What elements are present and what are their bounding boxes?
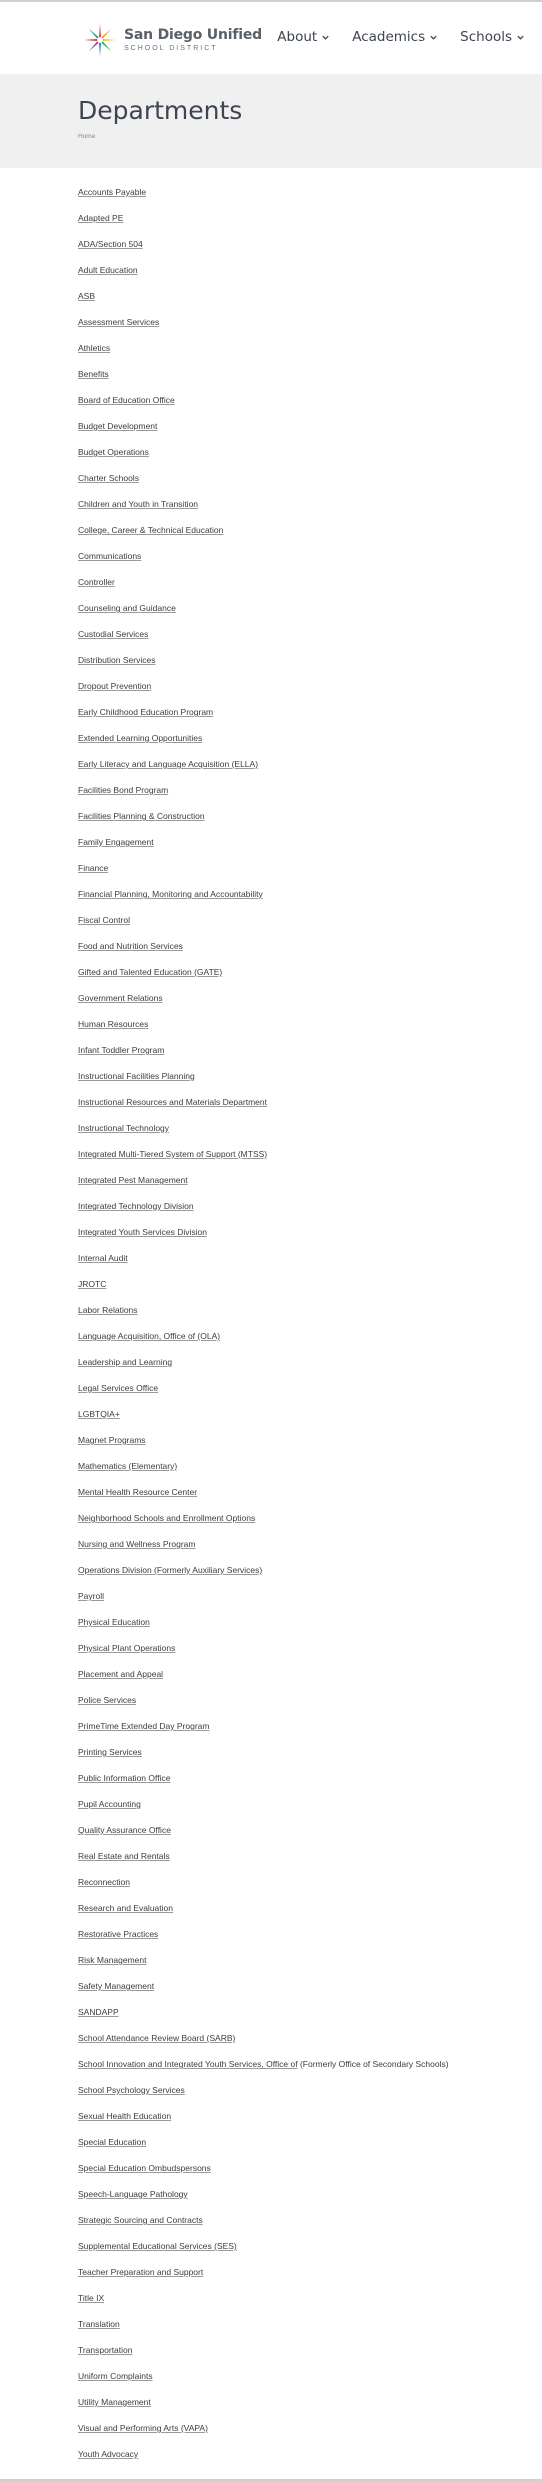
department-link[interactable]: Integrated Technology Division <box>78 1201 194 1211</box>
list-item <box>78 394 449 420</box>
department-link[interactable]: Quality Assurance Office <box>78 1825 171 1835</box>
department-link[interactable]: Early Childhood Education Program <box>78 707 214 717</box>
department-link[interactable]: Family Engagement <box>78 837 154 847</box>
department-link[interactable]: Human Resources <box>78 1019 149 1029</box>
department-link[interactable]: Dropout Prevention <box>78 681 152 691</box>
list-item <box>78 2214 449 2240</box>
nav-schools[interactable] <box>460 29 525 45</box>
list-item <box>78 1668 449 1694</box>
logo-center <box>97 37 103 43</box>
list-item <box>78 706 449 732</box>
department-link[interactable]: Youth Advocacy <box>78 2449 139 2459</box>
list-item <box>78 550 449 576</box>
list-item <box>78 862 449 888</box>
list-item <box>78 212 449 238</box>
department-link[interactable]: Facilities Bond Program <box>78 785 169 795</box>
list-item <box>78 1486 449 1512</box>
list-item <box>78 1018 449 1044</box>
department-link[interactable]: Pupil Accounting <box>78 1799 141 1809</box>
department-link[interactable]: Special Education <box>78 2137 147 2147</box>
department-link[interactable]: Real Estate and Rentals <box>78 1851 170 1861</box>
chevron-down-icon <box>429 33 438 42</box>
department-link[interactable]: Mathematics (Elementary) <box>78 1461 178 1471</box>
department-link[interactable]: Language Acquisition, Office of (OLA) <box>78 1331 221 1341</box>
list-item <box>78 2292 449 2318</box>
department-link[interactable]: Special Education Ombudspersons <box>78 2163 211 2173</box>
list-item <box>78 342 449 368</box>
nav-schools-label: Schools <box>460 29 512 45</box>
department-note: (Formerly Office of Secondary Schools) <box>297 2059 449 2069</box>
department-link[interactable]: Custodial Services <box>78 629 149 639</box>
department-link[interactable]: SANDAPP <box>78 2007 119 2017</box>
department-link[interactable]: ADA/Section 504 <box>78 239 143 249</box>
department-link[interactable]: LGBTQIA+ <box>78 1409 120 1419</box>
starburst-logo-icon <box>82 22 118 58</box>
chevron-down-icon <box>516 33 525 42</box>
department-link[interactable]: Controller <box>78 577 115 587</box>
department-link[interactable]: Mental Health Resource Center <box>78 1487 198 1497</box>
list-item <box>78 2110 449 2136</box>
list-item <box>78 1876 449 1902</box>
department-link[interactable]: Transportation <box>78 2345 133 2355</box>
department-link[interactable]: Infant Toddler Program <box>78 1045 165 1055</box>
department-link[interactable]: Magnet Programs <box>78 1435 146 1445</box>
department-link[interactable]: Children and Youth in Transition <box>78 499 199 509</box>
list-item <box>78 1824 449 1850</box>
nav-academics[interactable] <box>352 29 438 45</box>
list-item <box>78 1200 449 1226</box>
department-link[interactable]: Leadership and Learning <box>78 1357 173 1367</box>
department-link[interactable]: Risk Management <box>78 1955 147 1965</box>
department-link[interactable]: Legal Services Office <box>78 1383 159 1393</box>
department-link[interactable]: Accounts Payable <box>78 187 147 197</box>
nav-about[interactable] <box>277 29 330 45</box>
department-link[interactable]: Physical Plant Operations <box>78 1643 176 1653</box>
department-link[interactable]: PrimeTime Extended Day Program <box>78 1721 210 1731</box>
list-item <box>78 2266 449 2292</box>
list-item <box>78 1304 449 1330</box>
list-item <box>78 836 449 862</box>
list-item <box>78 1720 449 1746</box>
department-link[interactable]: Payroll <box>78 1591 104 1601</box>
logo-name: San Diego Unified <box>124 27 262 43</box>
department-link[interactable]: Budget Operations <box>78 447 149 457</box>
chevron-down-icon <box>321 33 330 42</box>
list-item <box>78 1226 449 1252</box>
department-link[interactable]: Teacher Preparation and Support <box>78 2267 204 2277</box>
department-link[interactable]: Benefits <box>78 369 109 379</box>
department-link[interactable]: Early Literacy and Language Acquisition (ELLA) <box>78 759 259 769</box>
list-item <box>78 1746 449 1772</box>
list-item <box>78 498 449 524</box>
department-link[interactable]: Counseling and Guidance <box>78 603 176 613</box>
department-link[interactable]: Integrated Youth Services Division <box>78 1227 207 1237</box>
list-item <box>78 758 449 784</box>
department-link[interactable]: Budget Development <box>78 421 158 431</box>
breadcrumb <box>78 133 95 140</box>
list-item <box>78 446 449 472</box>
list-item <box>78 966 449 992</box>
department-link[interactable]: JROTC <box>78 1279 107 1289</box>
nav-academics-label: Academics <box>352 29 426 45</box>
department-link[interactable]: Printing Services <box>78 1747 142 1757</box>
department-link[interactable]: Translation <box>78 2319 120 2329</box>
department-link[interactable]: Communications <box>78 551 142 561</box>
department-link[interactable]: ASB <box>78 291 96 301</box>
list-item <box>78 2396 449 2422</box>
department-link[interactable]: School Innovation and Integrated Youth Services, Office of <box>78 2059 298 2069</box>
department-link[interactable]: School Attendance Review Board (SARB) <box>78 2033 236 2043</box>
list-item <box>78 1382 449 1408</box>
list-item <box>78 654 449 680</box>
list-item <box>78 1616 449 1642</box>
department-link[interactable]: Athletics <box>78 343 111 353</box>
department-link[interactable]: Adapted PE <box>78 213 124 223</box>
list-item <box>78 2058 449 2084</box>
department-link[interactable]: Supplemental Educational Services (SES) <box>78 2241 237 2251</box>
list-item <box>78 2344 449 2370</box>
logo-subtitle: SCHOOL DISTRICT <box>124 45 218 52</box>
list-item <box>78 1954 449 1980</box>
list-item <box>78 992 449 1018</box>
department-link[interactable]: Fiscal Control <box>78 915 130 925</box>
list-item <box>78 602 449 628</box>
list-item <box>78 2370 449 2396</box>
department-link[interactable]: Reconnection <box>78 1877 130 1887</box>
department-link[interactable]: Uniform Complaints <box>78 2371 153 2381</box>
department-link[interactable]: Finance <box>78 863 109 873</box>
list-item <box>78 1642 449 1668</box>
list-item <box>78 1902 449 1928</box>
department-link[interactable]: Visual and Performing Arts (VAPA) <box>78 2423 208 2433</box>
department-link[interactable]: Instructional Facilities Planning <box>78 1071 195 1081</box>
list-item <box>78 1512 449 1538</box>
list-item <box>78 1408 449 1434</box>
department-link[interactable]: Restorative Practices <box>78 1929 159 1939</box>
department-link[interactable]: Sexual Health Education <box>78 2111 172 2121</box>
list-item <box>78 186 449 212</box>
list-item <box>78 1590 449 1616</box>
list-item <box>78 576 449 602</box>
department-link[interactable]: Labor Relations <box>78 1305 138 1315</box>
department-link[interactable]: Police Services <box>78 1695 137 1705</box>
page-title: Departments <box>78 96 243 125</box>
nav-about-label: About <box>277 29 318 45</box>
department-link[interactable]: Assessment Services <box>78 317 160 327</box>
department-link[interactable]: Research and Evaluation <box>78 1903 173 1913</box>
list-item <box>78 238 449 264</box>
department-link[interactable]: Nursing and Wellness Program <box>78 1539 196 1549</box>
list-item <box>78 1122 449 1148</box>
department-link[interactable]: Facilities Planning & Construction <box>78 811 205 821</box>
department-link[interactable]: Placement and Appeal <box>78 1669 164 1679</box>
department-link[interactable]: Speech-Language Pathology <box>78 2189 188 2199</box>
department-link[interactable]: Instructional Technology <box>78 1123 170 1133</box>
department-link[interactable]: Extended Learning Opportunities <box>78 733 203 743</box>
list-item <box>78 1538 449 1564</box>
department-link[interactable]: Safety Management <box>78 1981 155 1991</box>
list-item <box>78 368 449 394</box>
department-link[interactable]: Instructional Resources and Materials Department <box>78 1097 267 1107</box>
list-item <box>78 1070 449 1096</box>
list-item <box>78 1252 449 1278</box>
department-link[interactable]: Financial Planning, Monitoring and Accountability <box>78 889 263 899</box>
department-link[interactable]: Internal Audit <box>78 1253 128 1263</box>
list-item <box>78 2162 449 2188</box>
department-link[interactable]: Physical Education <box>78 1617 150 1627</box>
department-link[interactable]: Charter Schools <box>78 473 139 483</box>
list-item <box>78 1148 449 1174</box>
list-item <box>78 2032 449 2058</box>
department-link[interactable]: Adult Education <box>78 265 138 275</box>
list-item <box>78 810 449 836</box>
department-link[interactable]: Gifted and Talented Education (GATE) <box>78 967 223 977</box>
list-item <box>78 1356 449 1382</box>
department-link[interactable]: Government Relations <box>78 993 163 1003</box>
list-item <box>78 1096 449 1122</box>
list-item <box>78 472 449 498</box>
department-link[interactable]: Operations Division (Formerly Auxiliary Services) <box>78 1565 263 1575</box>
breadcrumb-home[interactable]: Home <box>78 133 96 140</box>
list-item <box>78 1174 449 1200</box>
site-header <box>0 2 542 74</box>
list-item <box>78 1694 449 1720</box>
list-item <box>78 2006 449 2032</box>
list-item <box>78 628 449 654</box>
department-link[interactable]: Integrated Multi-Tiered System of Support (MTSS) <box>78 1149 268 1159</box>
department-link[interactable]: Integrated Pest Management <box>78 1175 188 1185</box>
list-item <box>78 1564 449 1590</box>
department-link[interactable]: Public Information Office <box>78 1773 171 1783</box>
list-item <box>78 914 449 940</box>
list-item <box>78 1044 449 1070</box>
list-item <box>78 1850 449 1876</box>
list-item <box>78 1278 449 1304</box>
list-item <box>78 290 449 316</box>
list-item <box>78 2136 449 2162</box>
logo-text <box>124 28 262 52</box>
department-link[interactable]: School Psychology Services <box>78 2085 185 2095</box>
list-item <box>78 2448 449 2474</box>
list-item <box>78 524 449 550</box>
list-item <box>78 1460 449 1486</box>
department-link[interactable]: Title IX <box>78 2293 105 2303</box>
list-item <box>78 1980 449 2006</box>
department-link[interactable]: Board of Education Office <box>78 395 175 405</box>
department-link[interactable]: Distribution Services <box>78 655 156 665</box>
department-link[interactable]: Neighborhood Schools and Enrollment Options <box>78 1513 256 1523</box>
department-link[interactable]: Strategic Sourcing and Contracts <box>78 2215 203 2225</box>
department-list <box>78 186 449 2474</box>
list-item <box>78 2422 449 2448</box>
list-item <box>78 1928 449 1954</box>
list-item <box>78 1798 449 1824</box>
list-item <box>78 888 449 914</box>
district-logo[interactable] <box>82 22 262 58</box>
list-item <box>78 264 449 290</box>
list-item <box>78 784 449 810</box>
page-banner <box>0 74 542 168</box>
department-link[interactable]: Food and Nutrition Services <box>78 941 183 951</box>
list-item <box>78 316 449 342</box>
department-link[interactable]: College, Career & Technical Education <box>78 525 224 535</box>
list-item <box>78 732 449 758</box>
list-item <box>78 1330 449 1356</box>
list-item <box>78 1772 449 1798</box>
main-nav <box>255 29 525 45</box>
list-item <box>78 680 449 706</box>
list-item <box>78 940 449 966</box>
list-item <box>78 2240 449 2266</box>
list-item <box>78 2318 449 2344</box>
list-item <box>78 2188 449 2214</box>
list-item <box>78 1434 449 1460</box>
list-item <box>78 2084 449 2110</box>
list-item <box>78 420 449 446</box>
department-link[interactable]: Utility Management <box>78 2397 151 2407</box>
